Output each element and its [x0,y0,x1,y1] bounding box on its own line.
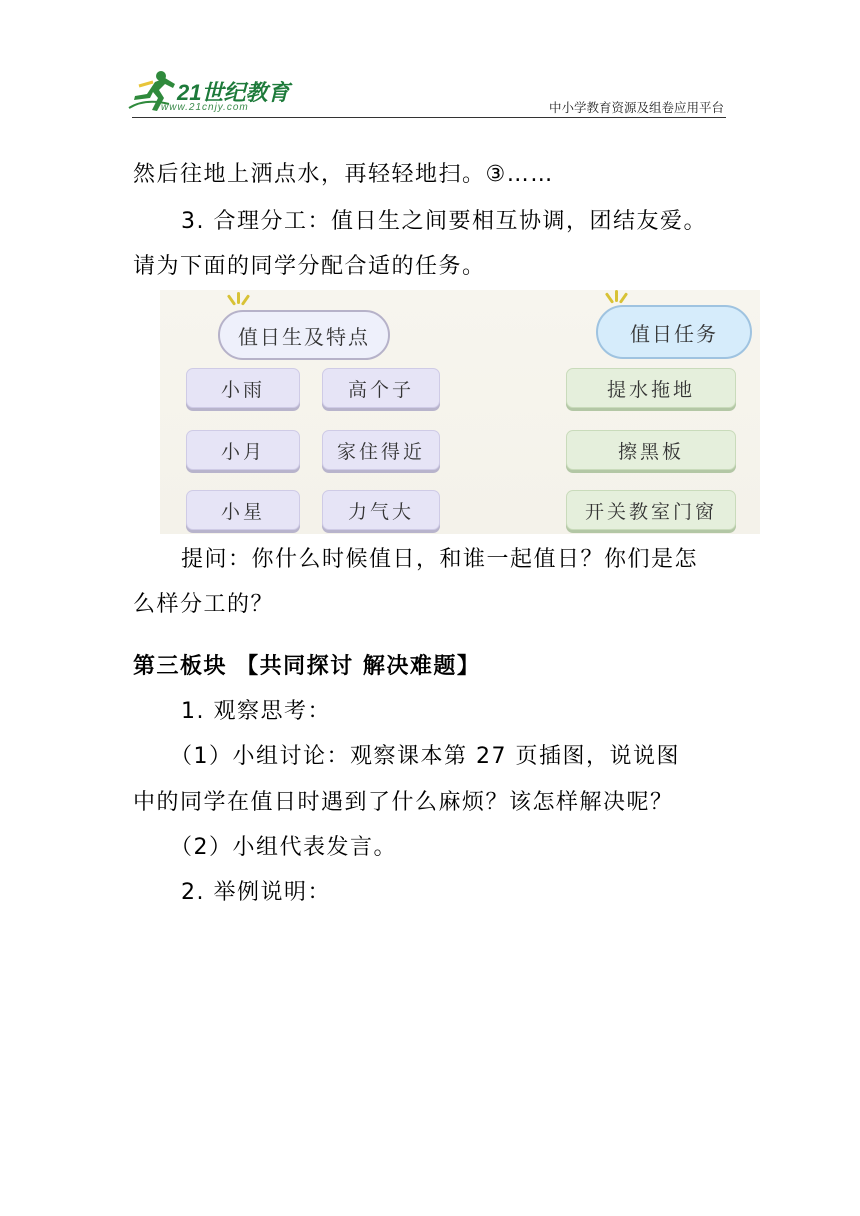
text-line: （1）小组讨论：观察课本第 27 页插图，说说图 [170,744,680,769]
text-line: 2. 举例说明： [181,880,331,905]
logo-url: www.21cnjy.com [161,102,249,113]
task-card: 擦黑板 [566,430,736,470]
logo-text: 21世纪教育 [177,80,290,105]
section-heading: 第三板块 【共同探讨 解决难题】 [133,654,481,679]
text-line: 请为下面的同学分配合适的任务。 [133,254,486,279]
text-line: 然后往地上洒点水，再轻轻地扫。③…… [133,162,554,187]
duty-tasks-title: 值日任务 [596,305,752,359]
student-name-card: 小月 [186,430,300,470]
text-line: 提问：你什么时候值日，和谁一起值日？你们是怎 [181,547,699,572]
duty-assignment-illustration [160,290,760,534]
text-line: 中的同学在值日时遇到了什么麻烦？该怎样解决呢？ [133,790,674,815]
text-line: 么样分工的？ [133,592,275,617]
student-trait-card: 家住得近 [322,430,440,470]
logo [125,68,295,118]
student-trait-card: 高个子 [322,368,440,408]
student-traits-title: 值日生及特点 [218,310,390,360]
text-line: 1. 观察思考： [181,699,331,724]
student-name-card: 小星 [186,490,300,530]
header-slogan: 中小学教育资源及组卷应用平台 [548,100,724,115]
header-divider [132,117,726,118]
text-line: （2）小组代表发言。 [170,835,397,860]
page-header [0,0,860,130]
student-name-card: 小雨 [186,368,300,408]
task-card: 提水拖地 [566,368,736,408]
student-trait-card: 力气大 [322,490,440,530]
task-card: 开关教室门窗 [566,490,736,530]
text-line: 3. 合理分工：值日生之间要相互协调，团结友爱。 [181,209,707,234]
sparkle-icon [230,292,248,310]
